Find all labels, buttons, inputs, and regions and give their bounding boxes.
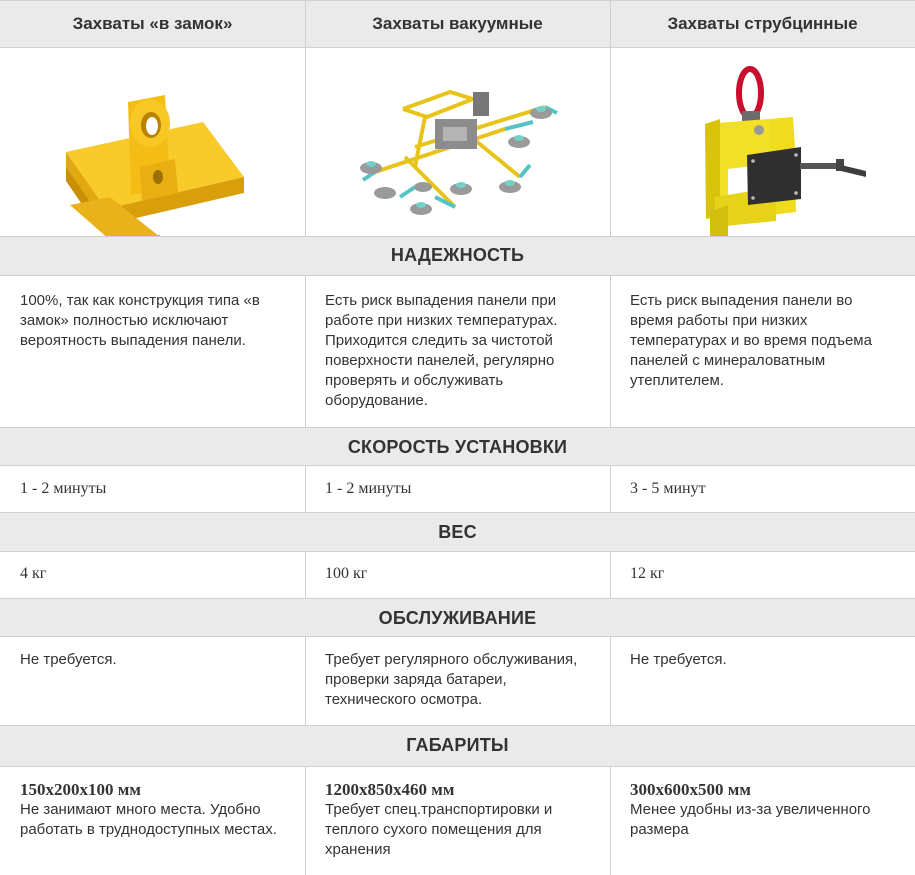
dimensions-lock	[0, 766, 305, 875]
grid-line	[0, 551, 915, 552]
grid-line	[610, 465, 611, 512]
dimensions-clamp-note: Менее удобны из-за увеличенного размера	[630, 801, 871, 838]
grid-line	[0, 236, 915, 237]
grid-line	[610, 0, 611, 236]
section-dimensions-header: ГАБАРИТЫ	[0, 725, 915, 766]
grid-line	[305, 275, 306, 427]
dimensions-vacuum-note: Требует спец.транспортировки и теплого сухого помещения для хранения	[325, 801, 553, 858]
dimensions-vacuum	[305, 766, 610, 875]
grid-line	[305, 636, 306, 725]
section-reliability-header: НАДЕЖНОСТЬ	[0, 236, 915, 275]
clamp-gripper-image	[610, 47, 915, 236]
column-title-lock: Захваты «в замок»	[72, 14, 233, 33]
grid-line	[610, 636, 611, 725]
grid-line	[0, 598, 915, 599]
grid-line	[305, 465, 306, 512]
grid-line	[0, 47, 915, 48]
header-row	[0, 0, 915, 47]
weight-vacuum: 100 кг	[325, 565, 368, 582]
dimensions-clamp	[610, 766, 915, 875]
dimensions-clamp-size: 300х600х500 мм	[630, 780, 751, 799]
dimensions-lock-size: 150х200х100 мм	[20, 780, 141, 799]
reliability-row	[0, 275, 915, 427]
weight-row	[0, 551, 915, 598]
weight-clamp: 12 кг	[630, 565, 665, 582]
speed-vacuum: 1 - 2 минуты	[325, 480, 412, 497]
speed-lock: 1 - 2 минуты	[20, 480, 107, 497]
grid-line	[610, 766, 611, 875]
grid-line	[610, 275, 611, 427]
maintenance-lock: Не требуется.	[20, 651, 117, 668]
grid-line	[0, 465, 915, 466]
section-weight-header: ВЕС	[0, 512, 915, 551]
grid-line	[0, 766, 915, 767]
grid-line	[0, 427, 915, 428]
column-title-clamp: Захваты струбцинные	[667, 14, 858, 33]
vacuum-gripper-image	[305, 47, 610, 236]
grid-line	[0, 636, 915, 637]
reliability-lock: 100%, так как конструкция типа «в замок» полностью исключают вероятность выпадения панели.	[20, 292, 260, 349]
grid-line	[305, 766, 306, 875]
section-speed-header: СКОРОСТЬ УСТАНОВКИ	[0, 427, 915, 465]
grid-line	[610, 551, 611, 598]
dimensions-lock-note: Не занимают много места. Удобно работать в труднодоступных местах.	[20, 801, 277, 838]
grid-line	[305, 0, 306, 236]
dimensions-row	[0, 766, 915, 875]
grid-line	[0, 0, 915, 1]
lock-gripper-icon	[0, 47, 305, 236]
dimensions-vacuum-size: 1200х850х460 мм	[325, 780, 455, 799]
grid-line	[0, 512, 915, 513]
grid-line	[0, 275, 915, 276]
speed-row	[0, 465, 915, 512]
maintenance-row	[0, 636, 915, 725]
clamp-gripper-icon	[610, 47, 915, 236]
reliability-clamp: Есть риск выпадения панели во время работы при низких температурах и во время подъема панелей с минераловатным утеплителем.	[630, 292, 872, 389]
maintenance-clamp: Не требуется.	[630, 651, 727, 668]
maintenance-vacuum: Требует регулярного обслуживания, проверки заряда батареи, технического осмотра.	[325, 651, 578, 708]
reliability-vacuum: Есть риск выпадения панели при работе при низких температурах. Приходится следить за чистотой поверхности панелей, регулярно проверять и обслуживать оборудование.	[325, 292, 558, 409]
grid-line	[305, 551, 306, 598]
image-row	[0, 47, 915, 236]
vacuum-gripper-icon	[305, 47, 610, 236]
weight-lock: 4 кг	[20, 565, 47, 582]
grid-line	[0, 725, 915, 726]
lock-gripper-image	[0, 47, 305, 236]
column-title-vacuum: Захваты вакуумные	[372, 14, 543, 33]
speed-clamp: 3 - 5 минут	[630, 480, 706, 497]
section-maintenance-header: ОБСЛУЖИВАНИЕ	[0, 598, 915, 636]
